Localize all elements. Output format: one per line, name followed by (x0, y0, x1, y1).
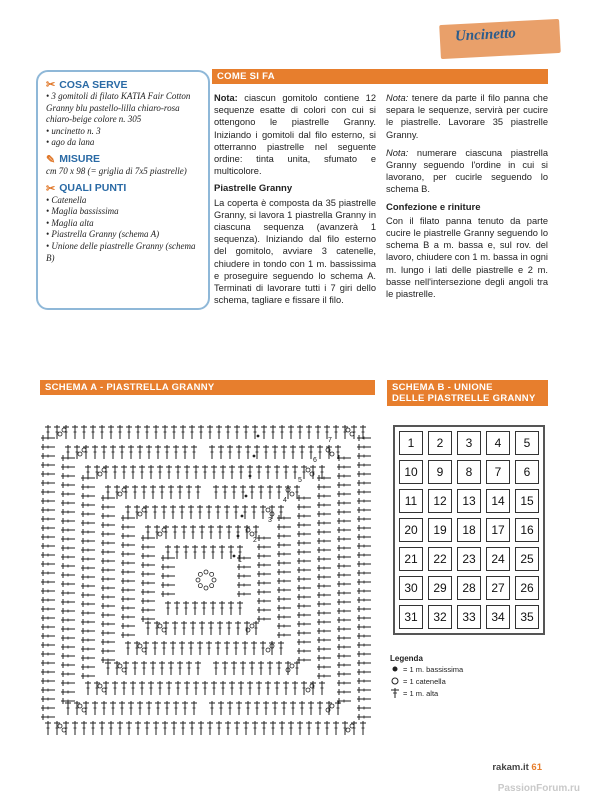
tile-cell: 11 (399, 489, 423, 513)
granny-text: La coperta è composta da 35 piastrelle Granny, si lavora 1 piastrella Granny in ciascuna sequenza (avanzerà 1 sequenza). Iniziando dal filo esterno del gomitolo, avviare 3 catenelle, chiudere in tondo con 1 m. bassissima e proseguire seguendo lo schema A. Terminati di lavorare tutti i 7 giri dello schema, tagliare e fissare il filo. (214, 197, 376, 306)
chain-mark (210, 572, 214, 576)
chain-mark (102, 688, 106, 692)
nota-text: ciascun gomitolo contiene 12 sequenze esatte di colori con cui si ottengono le piastrelle Granny. Iniziando i gomitoli dal filo esterno, si otterranno piastrelle nel seguente ordine: tinta unita, sfumato e multicolore. (214, 93, 376, 177)
legend-title: Legenda (390, 654, 423, 663)
list-item: • ago da lana (46, 137, 200, 149)
chain-mark (118, 492, 122, 496)
chain-mark (210, 584, 214, 588)
schema-a-heading: SCHEMA A - PIASTRELLA GRANNY (40, 380, 375, 395)
list-item: • 3 gomitoli di filato KATIA Fair Cotton Granny blu pastello-lilla chiaro-rosa chiaro-beige colore n. 305 (46, 91, 200, 126)
chain-mark (346, 428, 350, 432)
confezione-text: Con il filato panna tenuto da parte cucire le piastrelle Granny seguendo lo schema B a m. bassa e, sul rov. del lavoro, chiudere con 1 m. bassa in ogni m. lungo i lati delle piastrelle e 2 m. basse nell'intersezione degli angoli tra le piastrelle. (386, 215, 548, 300)
come-si-fa-heading: COME SI FA (212, 69, 548, 84)
tile-cell: 10 (399, 460, 423, 484)
page-number: 61 (531, 762, 542, 773)
list-item: • Maglia alta (46, 218, 200, 230)
slip-stitch-mark (245, 495, 248, 498)
measure-icon: ✎ (46, 153, 56, 166)
tile-assembly-grid (393, 425, 545, 635)
tile-cell: 19 (428, 518, 452, 542)
chain-mark (198, 584, 202, 588)
chain-mark (158, 532, 162, 536)
chain-mark (162, 528, 166, 532)
chain-mark (306, 468, 310, 472)
chain-mark (250, 624, 254, 628)
chain-mark (306, 688, 310, 692)
chain-mark (58, 432, 62, 436)
chain-mark (204, 570, 208, 574)
chain-mark (62, 728, 66, 732)
tile-cell: 31 (399, 605, 423, 629)
round-label: 2 (253, 537, 257, 544)
tile-cell: 13 (457, 489, 481, 513)
chain-mark (102, 468, 106, 472)
tile-cell: 22 (428, 547, 452, 571)
confezione-heading: Confezione e riniture (386, 201, 481, 213)
granny-heading: Piastrelle Granny (214, 183, 293, 195)
tile-cell: 33 (457, 605, 481, 629)
tile-cell: 21 (399, 547, 423, 571)
chain-mark (158, 624, 162, 628)
chain-mark (62, 428, 66, 432)
nota2-label: Nota: (386, 93, 409, 103)
nota3-label: Nota: (386, 147, 409, 158)
legend-item: = 1 catenella (390, 675, 550, 687)
chain-mark (98, 472, 102, 476)
round-label: 3 (268, 517, 272, 524)
tile-cell: 3 (457, 431, 481, 455)
chain-mark (78, 452, 82, 456)
tile-cell: 32 (428, 605, 452, 629)
tile-cell: 4 (486, 431, 510, 455)
tile-cell: 17 (486, 518, 510, 542)
granny-square-chart (36, 420, 376, 740)
chain-mark (162, 628, 166, 632)
tile-cell: 20 (399, 518, 423, 542)
chain-mark (212, 578, 216, 582)
slip-stitch-mark (257, 435, 260, 438)
tile-cell: 25 (515, 547, 539, 571)
chain-mark (204, 586, 208, 590)
slip-stitch-mark (241, 515, 244, 518)
chain-mark (58, 724, 62, 728)
legend-item: = 1 m. bassissima (390, 663, 550, 675)
dot-icon (390, 664, 400, 674)
list-item: • Unione delle piastrelle Granny (schema B) (46, 241, 200, 264)
tile-cell: 26 (515, 576, 539, 600)
materials-list (46, 91, 200, 149)
slip-stitch-mark (249, 475, 252, 478)
materials-box (36, 70, 210, 310)
tile-cell: 30 (399, 576, 423, 600)
watermark: PassionForum.ru (497, 783, 580, 794)
chain-mark (290, 664, 294, 668)
chain-mark (198, 572, 202, 576)
tile-cell: 2 (428, 431, 452, 455)
chain-mark (290, 492, 294, 496)
scissors-icon: ✂ (46, 79, 56, 91)
tile-cell: 27 (486, 576, 510, 600)
tile-cell: 6 (515, 460, 539, 484)
chain-mark (78, 704, 82, 708)
misure-heading: ✎ MISURE (46, 153, 101, 166)
legend (390, 654, 550, 699)
chain-mark (138, 644, 142, 648)
round-label: 1 (238, 557, 242, 564)
list-item: • uncinetto n. 3 (46, 126, 200, 138)
tile-cell: 23 (457, 547, 481, 571)
tile-cell: 35 (515, 605, 539, 629)
chain-mark (82, 448, 86, 452)
cosa-serve-heading: ✂ COSA SERVE (46, 78, 128, 91)
slip-stitch-mark (253, 455, 256, 458)
page-footer (492, 762, 542, 773)
nota3-text: numerare ciascuna piastrella Granny seguendo l'ordine in cui si lavorano, per cucirle seguendo lo schema B. (386, 147, 548, 195)
chain-mark (142, 648, 146, 652)
chain-mark (82, 708, 86, 712)
chain-mark (330, 704, 334, 708)
misure-text: cm 70 x 98 (= griglia di 7x5 piastrelle) (46, 165, 187, 176)
list-item: • Piastrella Granny (schema A) (46, 229, 200, 241)
chain-mark (250, 532, 254, 536)
tile-cell: 24 (486, 547, 510, 571)
chain-mark (346, 728, 350, 732)
tile-cell: 5 (515, 431, 539, 455)
chain-mark (122, 668, 126, 672)
tile-cell: 18 (457, 518, 481, 542)
instructions-column-right (386, 92, 548, 306)
punti-heading: ✂ QUALI PUNTI (46, 182, 127, 195)
tile-cell: 12 (428, 489, 452, 513)
chain-mark (350, 432, 354, 436)
round-label: 6 (313, 457, 317, 464)
instructions-column-left (214, 92, 376, 312)
tile-cell: 14 (486, 489, 510, 513)
chain-mark (266, 648, 270, 652)
round-label: 4 (283, 497, 287, 504)
tile-cell: 7 (486, 460, 510, 484)
needle-icon: ✂ (46, 182, 56, 195)
chain-mark (266, 508, 270, 512)
tile-cell: 15 (515, 489, 539, 513)
list-item: • Catenella (46, 195, 200, 207)
tile-cell: 34 (486, 605, 510, 629)
site-name: rakam.it (492, 762, 529, 773)
legend-item: = 1 m. alta (390, 687, 550, 699)
tile-cell: 9 (428, 460, 452, 484)
round-label: 7 (328, 437, 332, 444)
tile-cell: 8 (457, 460, 481, 484)
stitches-list (46, 195, 200, 265)
round-label: 5 (298, 477, 302, 484)
list-item: • Maglia bassissima (46, 206, 200, 218)
cross-stitch-icon (390, 687, 400, 699)
tile-cell: 16 (515, 518, 539, 542)
chain-mark (138, 512, 142, 516)
chain-mark (142, 508, 146, 512)
chain-mark (196, 578, 200, 582)
nota-label: Nota: (214, 93, 238, 103)
slip-stitch-mark (237, 535, 240, 538)
tile-cell: 29 (428, 576, 452, 600)
chain-mark (330, 452, 334, 456)
circle-icon (390, 676, 400, 686)
chain-mark (350, 724, 354, 728)
chain-mark (122, 488, 126, 492)
slip-stitch-mark (233, 555, 236, 558)
tile-cell: 28 (457, 576, 481, 600)
chain-mark (118, 664, 122, 668)
section-tag-label: Uncinetto (454, 25, 517, 45)
tile-cell: 1 (399, 431, 423, 455)
nota2-text: tenere da parte il filo panna che separa le sequenze, servirà per cucire le piastrelle. Lavorare 35 piastrelle Granny. (386, 93, 548, 140)
schema-b-heading: SCHEMA B - UNIONE DELLE PIASTRELLE GRANNY (387, 380, 548, 406)
chain-mark (98, 684, 102, 688)
